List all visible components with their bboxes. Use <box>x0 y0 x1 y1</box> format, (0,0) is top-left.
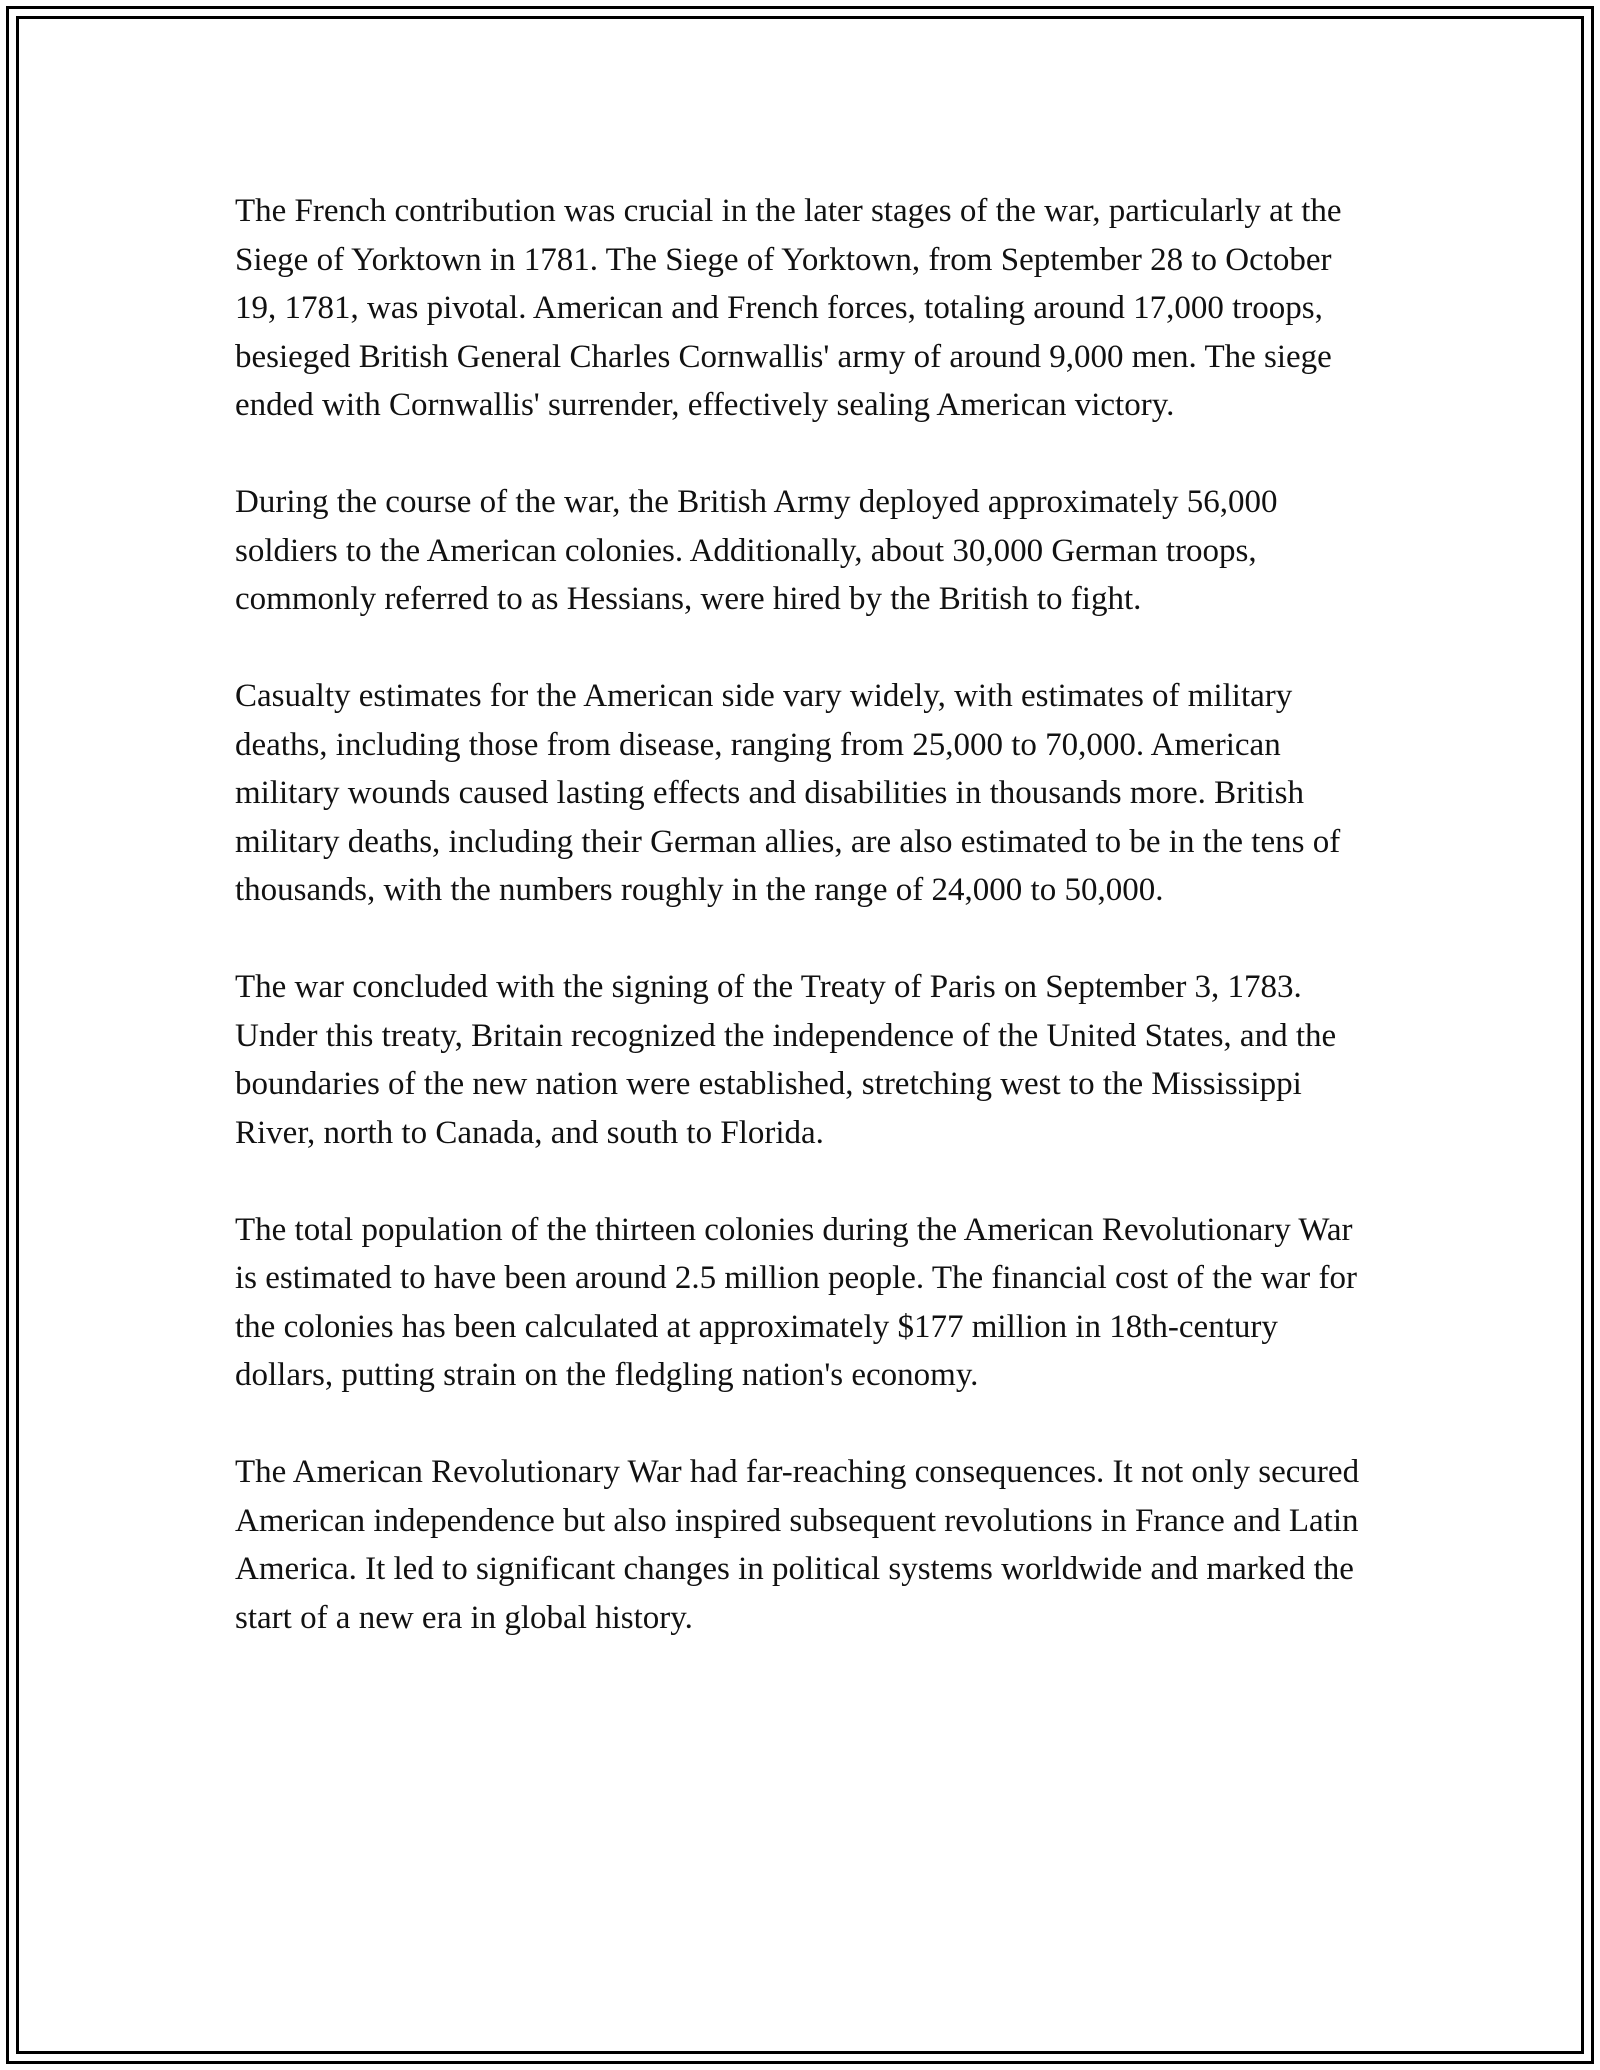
paragraph-casualties: Casualty estimates for the American side vary widely, with estimates of military deaths, including those from disease, ranging from 25,000 to 70,000. American military wounds caused lasting effects and disabilities in thousands more. British military deaths, including their German allies, are also estimated to be in the tens of thousands, with the numbers roughly in the range of 24,000 to 50,000. <box>235 678 1341 908</box>
paragraph-british-forces: During the course of the war, the British Army deployed approximately 56,000 soldiers to the American colonies. Additionally, about 30,000 German troops, commonly referred to as Hessians, were hired by the British to fight. <box>235 484 1278 617</box>
paragraph-population-cost: The total population of the thirteen colonies during the American Revolutionary War is estimated to have been around 2.5 million people. The financial cost of the war for the colonies has been calculated at approximately $177 million in 18th-century dollars, putting strain on the fledgling nation's economy. <box>235 1211 1357 1393</box>
paragraph-treaty-of-paris: The war concluded with the signing of the Treaty of Paris on September 3, 1783. Under this treaty, Britain recognized the independence of the United States, and the boundaries of the new nation were established, stretching west to the Mississippi River, north to Canada, and south to Florida. <box>235 969 1337 1151</box>
paragraph-consequences: The American Revolutionary War had far-reaching consequences. It not only secured American independence but also inspired subsequent revolutions in France and Latin America. It led to significant changes in political systems worldwide and marked the start of a new era in global history. <box>235 1454 1360 1636</box>
document-body <box>235 187 1365 1691</box>
paragraph-yorktown: The French contribution was crucial in the later stages of the war, particularly at the Siege of Yorktown in 1781. The Siege of Yorktown, from September 28 to October 19, 1781, was pivotal. American and French forces, totaling around 17,000 troops, besieged British General Charles Cornwallis' army of around 9,000 men. The siege ended with Cornwallis' surrender, effectively sealing American victory. <box>235 193 1342 423</box>
